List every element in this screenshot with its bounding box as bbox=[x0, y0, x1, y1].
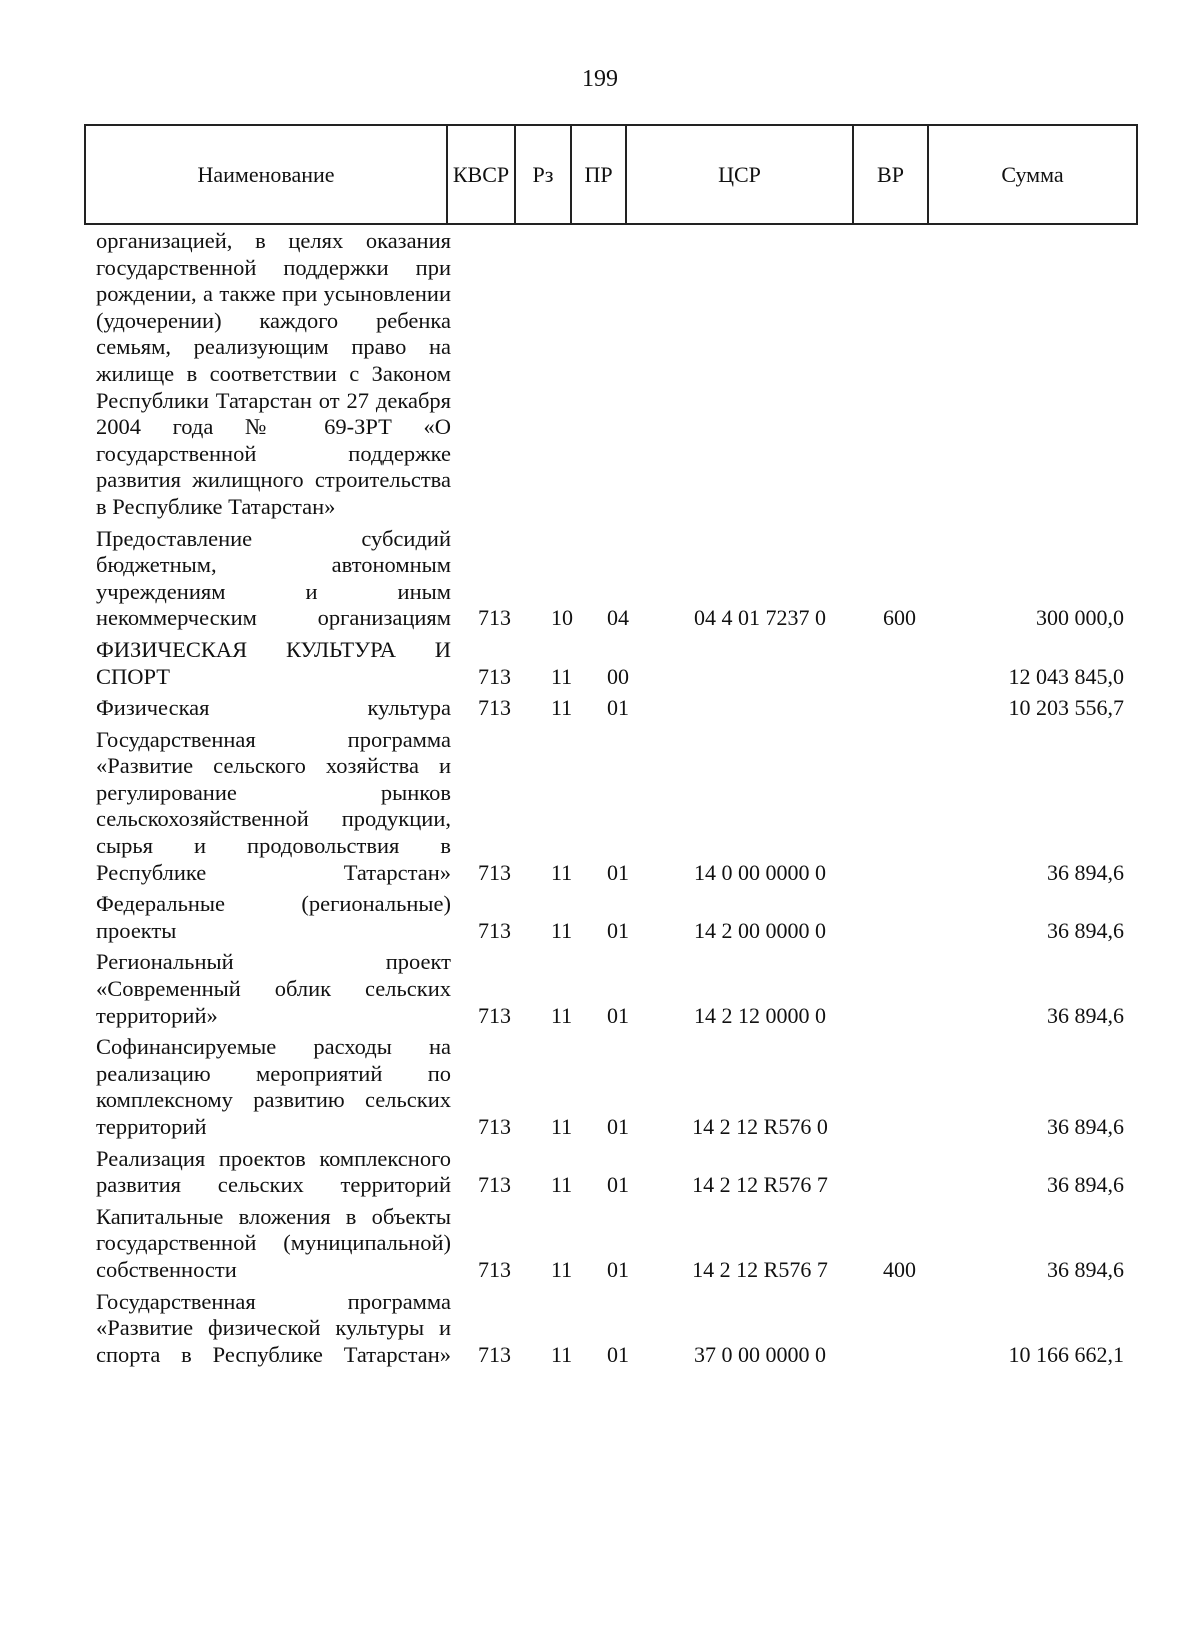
row-kvsr: 713 bbox=[478, 1002, 511, 1028]
table-row bbox=[0, 228, 1200, 521]
table-row bbox=[0, 1289, 1200, 1369]
row-kvsr: 713 bbox=[478, 1256, 511, 1282]
row-sum: 300 000,0 bbox=[1036, 605, 1124, 631]
table-row bbox=[0, 727, 1200, 887]
table-row bbox=[0, 1146, 1200, 1199]
row-kvsr: 713 bbox=[478, 1114, 511, 1139]
row-name: Реализация проектов комплексного развития сельских территорий bbox=[96, 1145, 451, 1198]
row-pr: 01 bbox=[607, 1341, 629, 1367]
table-row bbox=[0, 637, 1200, 690]
header-name: Наименование bbox=[197, 161, 335, 187]
row-sum: 36 894,6 bbox=[1047, 1114, 1124, 1139]
table-header bbox=[84, 124, 1138, 225]
header-divider bbox=[1136, 124, 1138, 225]
row-rz: 11 bbox=[551, 1341, 573, 1367]
row-name: Государственная программа «Развитие физической культуры и спорта в Республике Татарстан» bbox=[96, 1288, 451, 1367]
row-rz: 10 bbox=[551, 605, 573, 631]
row-vr: 400 bbox=[883, 1256, 916, 1282]
row-kvsr: 713 bbox=[478, 663, 511, 689]
header-vr: ВР bbox=[877, 161, 904, 187]
row-csr: 04 4 01 7237 0 bbox=[694, 605, 826, 631]
row-rz: 11 bbox=[551, 859, 573, 885]
row-sum: 36 894,6 bbox=[1047, 1002, 1124, 1028]
row-rz: 11 bbox=[551, 1002, 573, 1028]
table-row bbox=[0, 949, 1200, 1029]
row-name: Капитальные вложения в объекты государственной (муниципальной) собственности bbox=[96, 1203, 451, 1282]
row-pr: 00 bbox=[607, 663, 629, 689]
header-kvsr: КВСР bbox=[452, 161, 510, 187]
row-rz: 11 bbox=[551, 1172, 573, 1198]
table-body bbox=[0, 228, 1200, 1373]
row-csr: 14 2 00 0000 0 bbox=[694, 917, 826, 943]
row-rz: 11 bbox=[551, 695, 573, 721]
row-kvsr: 713 bbox=[478, 695, 511, 721]
row-csr: 14 2 12 R576 7 bbox=[692, 1172, 828, 1198]
row-sum: 36 894,6 bbox=[1047, 1172, 1124, 1198]
row-vr: 600 bbox=[883, 605, 916, 631]
row-pr: 01 bbox=[607, 1002, 629, 1028]
header-sum: Сумма bbox=[1001, 161, 1064, 187]
row-pr: 01 bbox=[607, 1256, 629, 1282]
table-row bbox=[0, 1204, 1200, 1284]
page-number: 199 bbox=[582, 66, 618, 92]
row-name: Государственная программа «Развитие сельского хозяйства и регулирование рынков сельскохозяйственной продукции, сырья и продовольствия в Республике Татарстан» bbox=[96, 726, 451, 885]
row-kvsr: 713 bbox=[478, 1341, 511, 1367]
row-csr: 14 2 12 R576 7 bbox=[692, 1256, 828, 1282]
row-name: ФИЗИЧЕСКАЯ КУЛЬТУРА И СПОРТ bbox=[96, 636, 451, 689]
row-rz: 11 bbox=[551, 1256, 573, 1282]
row-rz: 11 bbox=[551, 1114, 573, 1139]
row-pr: 04 bbox=[607, 605, 629, 631]
row-sum: 10 203 556,7 bbox=[1008, 695, 1124, 721]
header-pr: ПР bbox=[584, 161, 613, 187]
row-kvsr: 713 bbox=[478, 605, 511, 631]
row-csr: 14 2 12 R576 0 bbox=[692, 1114, 828, 1139]
row-name: Федеральные (региональные) проекты bbox=[96, 891, 451, 943]
row-csr: 37 0 00 0000 0 bbox=[694, 1341, 826, 1367]
row-csr: 14 2 12 0000 0 bbox=[694, 1002, 826, 1028]
row-pr: 01 bbox=[607, 1172, 629, 1198]
header-rz: Рз bbox=[532, 161, 554, 187]
row-rz: 11 bbox=[551, 917, 573, 943]
row-name: организацией, в целях оказания государственной поддержки при рождении, а также при усыновлении (удочерении) каждого ребенка семьям, реализующим право на жилище в соответствии с Законом Республики Татарстан от 27 декабря 2004 года № 69-ЗРТ «О государственной поддержке развития жилищного строительства в Республике Татарстан» bbox=[96, 228, 451, 519]
row-sum: 12 043 845,0 bbox=[1008, 663, 1124, 689]
row-name: Физическая культура bbox=[96, 695, 451, 721]
row-csr: 14 0 00 0000 0 bbox=[694, 859, 826, 885]
row-name: Региональный проект «Современный облик сельских территорий» bbox=[96, 949, 451, 1028]
row-kvsr: 713 bbox=[478, 859, 511, 885]
header-csr: ЦСР bbox=[718, 161, 761, 187]
table-row bbox=[0, 1034, 1200, 1140]
row-kvsr: 713 bbox=[478, 917, 511, 943]
row-name: Софинансируемые расходы на реализацию мероприятий по комплексному развитию сельских территорий bbox=[96, 1034, 451, 1139]
row-sum: 36 894,6 bbox=[1047, 917, 1124, 943]
row-name: Предоставление субсидий бюджетным, автономным учреждениям и иным некоммерческим организациям bbox=[96, 525, 451, 631]
row-sum: 36 894,6 bbox=[1047, 1256, 1124, 1282]
row-pr: 01 bbox=[607, 859, 629, 885]
row-pr: 01 bbox=[607, 1114, 629, 1139]
row-kvsr: 713 bbox=[478, 1172, 511, 1198]
row-sum: 10 166 662,1 bbox=[1008, 1341, 1124, 1367]
row-pr: 01 bbox=[607, 695, 629, 721]
row-rz: 11 bbox=[551, 663, 573, 689]
row-pr: 01 bbox=[607, 917, 629, 943]
table-row bbox=[0, 891, 1200, 944]
table-row bbox=[0, 526, 1200, 632]
row-sum: 36 894,6 bbox=[1047, 859, 1124, 885]
table-row bbox=[0, 695, 1200, 722]
